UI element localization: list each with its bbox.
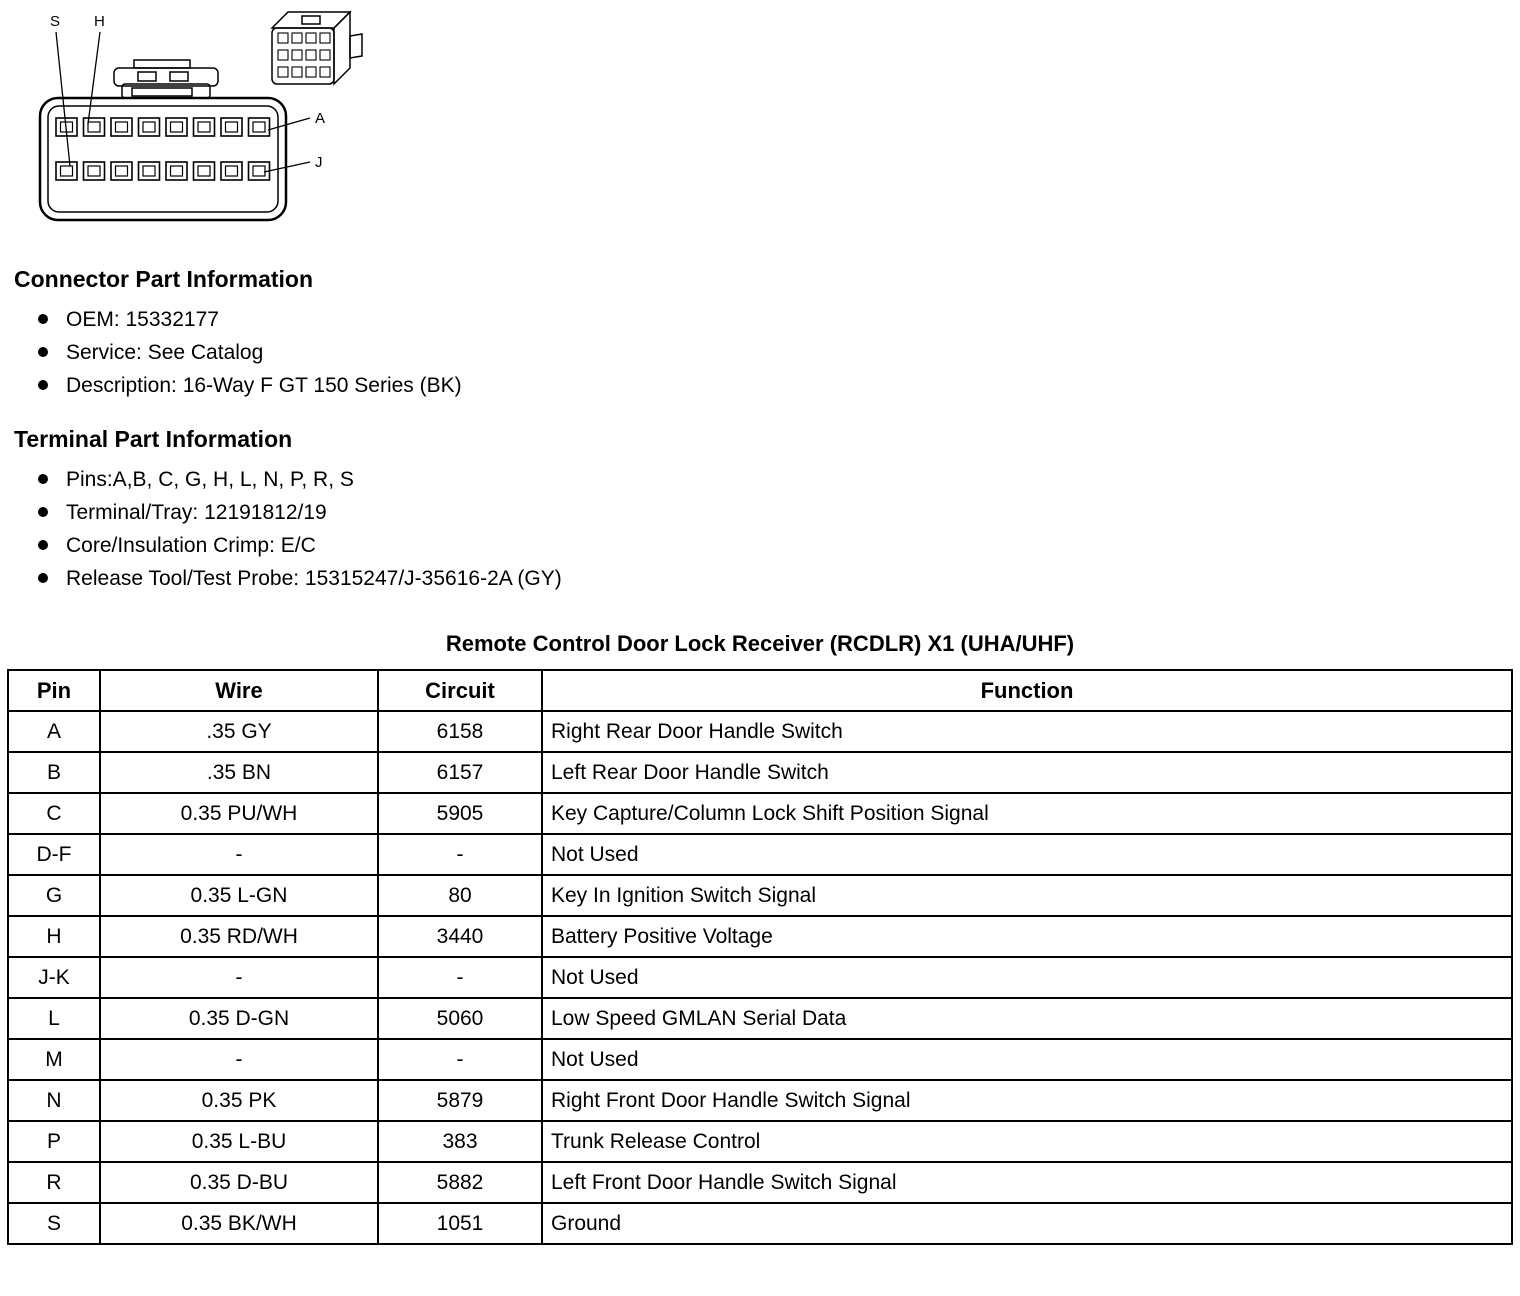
list-item-service: Service: See Catalog (36, 336, 1520, 369)
pin-cell: P (8, 1121, 100, 1162)
connector-info-list (36, 303, 1520, 402)
pin-cell: M (8, 1039, 100, 1080)
circuit-cell: - (378, 1039, 542, 1080)
pin-row-bottom (56, 162, 270, 180)
function-cell: Left Front Door Handle Switch Signal (542, 1162, 1512, 1203)
function-cell: Right Rear Door Handle Switch (542, 711, 1512, 752)
pin-label-s: S (50, 13, 61, 30)
circuit-cell: 80 (378, 875, 542, 916)
circuit-cell: 6157 (378, 752, 542, 793)
pin-cell: D-F (8, 834, 100, 875)
header-function: Function (542, 670, 1512, 711)
header-circuit: Circuit (378, 670, 542, 711)
circuit-cell: 5060 (378, 998, 542, 1039)
table-row (8, 1039, 1512, 1080)
pin-cell: A (8, 711, 100, 752)
table-row (8, 957, 1512, 998)
connector-3d-view (272, 12, 362, 84)
wire-cell: - (100, 1039, 378, 1080)
list-item-release-tool: Release Tool/Test Probe: 15315247/J-35616-2A (GY) (36, 562, 1520, 595)
list-item-crimp: Core/Insulation Crimp: E/C (36, 529, 1520, 562)
pin-label-h: H (94, 13, 105, 30)
table-row (8, 1121, 1512, 1162)
terminal-info-list (36, 463, 1520, 595)
list-item-description: Description: 16-Way F GT 150 Series (BK) (36, 369, 1520, 402)
wire-cell: 0.35 PK (100, 1080, 378, 1121)
pin-label-j: J (315, 154, 323, 171)
function-cell: Battery Positive Voltage (542, 916, 1512, 957)
function-cell: Not Used (542, 1039, 1512, 1080)
pin-cell: H (8, 916, 100, 957)
wire-cell: - (100, 834, 378, 875)
wire-cell: 0.35 PU/WH (100, 793, 378, 834)
function-cell: Key In Ignition Switch Signal (542, 875, 1512, 916)
pinout-table-title: Remote Control Door Lock Receiver (RCDLR) X1 (UHA/UHF) (445, 631, 1075, 656)
pin-label-a: A (315, 110, 326, 127)
table-row (8, 998, 1512, 1039)
pin-cell: B (8, 752, 100, 793)
table-row (8, 916, 1512, 957)
wire-cell: 0.35 L-BU (100, 1121, 378, 1162)
pin-cell: J-K (8, 957, 100, 998)
circuit-cell: 6158 (378, 711, 542, 752)
wire-cell: - (100, 957, 378, 998)
header-pin: Pin (8, 670, 100, 711)
pin-cell: L (8, 998, 100, 1039)
function-cell: Not Used (542, 834, 1512, 875)
pin-cell: G (8, 875, 100, 916)
wire-cell: .35 GY (100, 711, 378, 752)
header-wire: Wire (100, 670, 378, 711)
circuit-cell: 5879 (378, 1080, 542, 1121)
pin-cell: R (8, 1162, 100, 1203)
list-item-pins: Pins:A,B, C, G, H, L, N, P, R, S (36, 463, 1520, 496)
circuit-cell: - (378, 957, 542, 998)
pin-cell: N (8, 1080, 100, 1121)
pin-cell: S (8, 1203, 100, 1244)
terminal-part-information-heading: Terminal Part Information (14, 426, 293, 452)
wire-cell: 0.35 D-GN (100, 998, 378, 1039)
circuit-cell: 1051 (378, 1203, 542, 1244)
connector-diagram (10, 6, 390, 246)
list-item-terminal-tray: Terminal/Tray: 12191812/19 (36, 496, 1520, 529)
function-cell: Not Used (542, 957, 1512, 998)
circuit-cell: 3440 (378, 916, 542, 957)
connector-latch-icon (114, 60, 218, 98)
circuit-cell: 383 (378, 1121, 542, 1162)
pinout-table (7, 669, 1513, 1245)
function-cell: Ground (542, 1203, 1512, 1244)
wire-cell: 0.35 D-BU (100, 1162, 378, 1203)
connector-part-information-heading: Connector Part Information (14, 266, 314, 292)
table-row (8, 711, 1512, 752)
pin-grid-3d (278, 33, 330, 77)
circuit-cell: 5905 (378, 793, 542, 834)
pin-cell: C (8, 793, 100, 834)
wire-cell: 0.35 L-GN (100, 875, 378, 916)
function-cell: Right Front Door Handle Switch Signal (542, 1080, 1512, 1121)
connector-front-view (40, 32, 310, 220)
function-cell: Left Rear Door Handle Switch (542, 752, 1512, 793)
wire-cell: 0.35 BK/WH (100, 1203, 378, 1244)
table-row (8, 752, 1512, 793)
table-row (8, 793, 1512, 834)
wire-cell: 0.35 RD/WH (100, 916, 378, 957)
function-cell: Low Speed GMLAN Serial Data (542, 998, 1512, 1039)
list-item-oem: OEM: 15332177 (36, 303, 1520, 336)
table-row (8, 834, 1512, 875)
function-cell: Trunk Release Control (542, 1121, 1512, 1162)
function-cell: Key Capture/Column Lock Shift Position Signal (542, 793, 1512, 834)
table-row (8, 1162, 1512, 1203)
table-row (8, 1203, 1512, 1244)
circuit-cell: 5882 (378, 1162, 542, 1203)
table-header-row (8, 670, 1512, 711)
table-row (8, 1080, 1512, 1121)
circuit-cell: - (378, 834, 542, 875)
wire-cell: .35 BN (100, 752, 378, 793)
table-row (8, 875, 1512, 916)
